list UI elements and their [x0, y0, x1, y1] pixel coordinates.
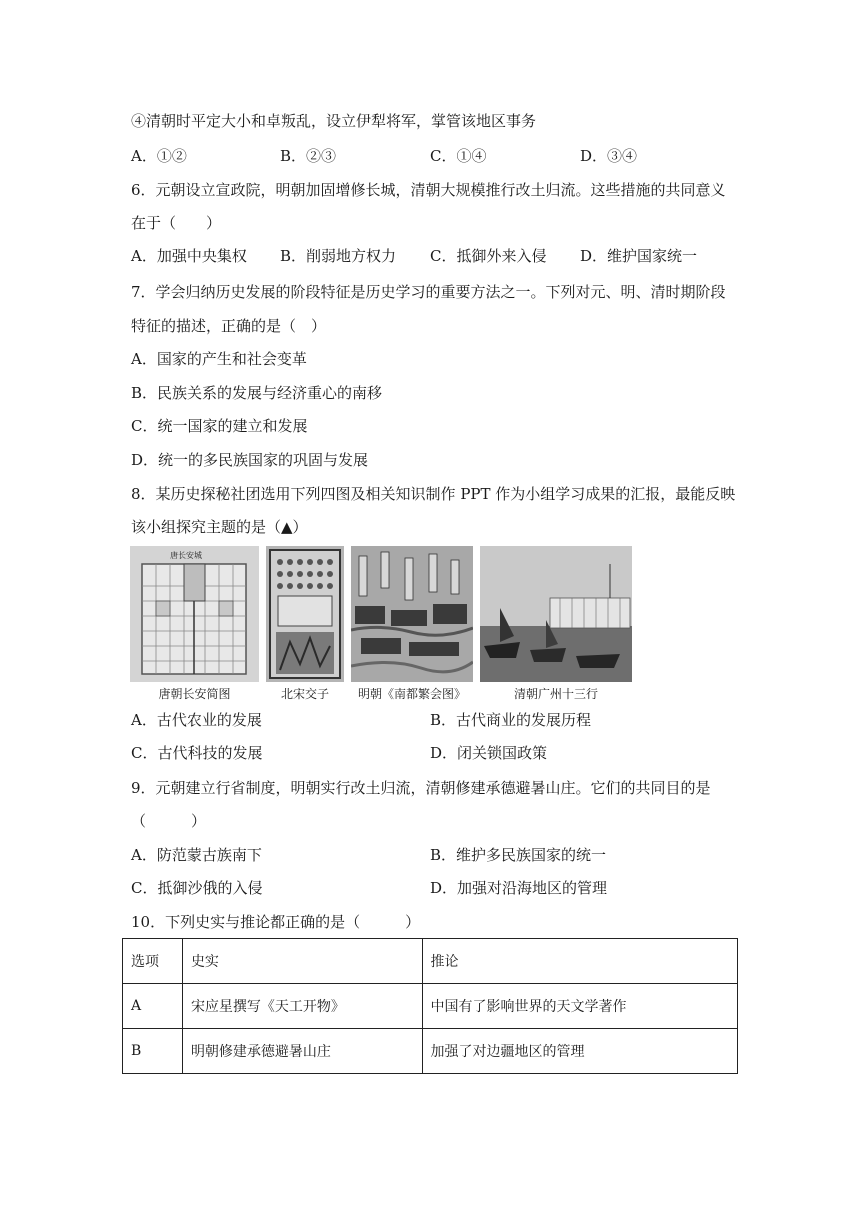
ming-nandu-fanhui-image — [351, 546, 473, 682]
q6-option-a: A．加强中央集权 — [131, 247, 247, 265]
table-header-row — [123, 939, 738, 984]
table-cell: A — [123, 984, 183, 1029]
q9-option-a: A．防范蒙古族南下 — [131, 846, 262, 864]
tang-changan-map-image — [130, 546, 259, 682]
q6-stem-line2: 在于（ ） — [131, 214, 222, 232]
q10-table — [122, 938, 738, 1074]
q9-option-d: D．加强对沿海地区的管理 — [430, 879, 608, 897]
q8-option-b: B．古代商业的发展历程 — [430, 711, 592, 729]
q10-stem: 10．下列史实与推论都正确的是（ ） — [131, 913, 421, 931]
q8-option-a: A．古代农业的发展 — [131, 711, 262, 729]
q9-stem-line2: （ ） — [131, 812, 207, 830]
q5-option-a: A．①② — [131, 147, 187, 165]
q9-option-c: C．抵御沙俄的入侵 — [131, 879, 263, 897]
q5-option-b: B．②③ — [280, 147, 337, 165]
q8-stem-line1: 8．某历史探秘社团选用下列四图及相关知识制作 PPT 作为小组学习成果的汇报，最能反映 — [131, 485, 736, 503]
table-row — [123, 1029, 738, 1074]
q8-stem-line2: 该小组探究主题的是（▲） — [131, 518, 308, 536]
q9-option-b: B．维护多民族国家的统一 — [430, 846, 607, 864]
table-header-cell: 推论 — [422, 939, 737, 984]
table-cell: 宋应星撰写《天工开物》 — [182, 984, 422, 1029]
q8-option-c: C．古代科技的发展 — [131, 744, 263, 762]
q5-item4: ④清朝时平定大小和卓叛乱，设立伊犁将军，掌管该地区事务 — [131, 112, 537, 130]
q7-option-c: C．统一国家的建立和发展 — [131, 417, 308, 435]
table-header-cell: 史实 — [182, 939, 422, 984]
figure-caption-tang-changan: 唐朝长安简图 — [158, 687, 231, 701]
figure-caption-nandu-fanhui: 明朝《南都繁会图》 — [357, 687, 466, 701]
q7-stem-line2: 特征的描述，正确的是（ ） — [131, 317, 327, 335]
q7-option-b: B．民族关系的发展与经济重心的南移 — [131, 384, 383, 402]
q7-option-a: A．国家的产生和社会变革 — [131, 350, 307, 368]
table-row — [123, 984, 738, 1029]
northern-song-jiaozi-image — [266, 546, 344, 682]
figure-caption-jiaozi: 北宋交子 — [280, 687, 329, 701]
figure-caption-thirteen-factories: 清朝广州十三行 — [513, 687, 598, 701]
q6-option-d: D．维护国家统一 — [580, 247, 698, 265]
q9-stem-line1: 9．元朝建立行省制度，明朝实行改土归流，清朝修建承德避暑山庄。它们的共同目的是 — [131, 779, 711, 797]
q5-option-d: D．③④ — [580, 147, 638, 165]
table-cell: 明朝修建承德避暑山庄 — [182, 1029, 422, 1074]
q5-option-c: C．①④ — [430, 147, 487, 165]
table-header-cell: 选项 — [123, 939, 183, 984]
q6-option-c: C．抵御外来入侵 — [430, 247, 547, 265]
table-cell: B — [123, 1029, 183, 1074]
q6-option-b: B．削弱地方权力 — [280, 247, 397, 265]
table-cell: 加强了对边疆地区的管理 — [422, 1029, 737, 1074]
qing-guangzhou-thirteen-factories-image — [480, 546, 632, 682]
q7-stem-line1: 7．学会归纳历史发展的阶段特征是历史学习的重要方法之一。下列对元、明、清时期阶段 — [131, 283, 726, 301]
tang-changan-map-title: 唐长安城 — [170, 551, 202, 560]
q7-option-d: D．统一的多民族国家的巩固与发展 — [131, 451, 369, 469]
q6-stem-line1: 6．元朝设立宣政院，明朝加固增修长城，清朝大规模推行改土归流。这些措施的共同意义 — [131, 181, 726, 199]
table-cell: 中国有了影响世界的天文学著作 — [422, 984, 737, 1029]
q8-option-d: D．闭关锁国政策 — [430, 744, 548, 762]
